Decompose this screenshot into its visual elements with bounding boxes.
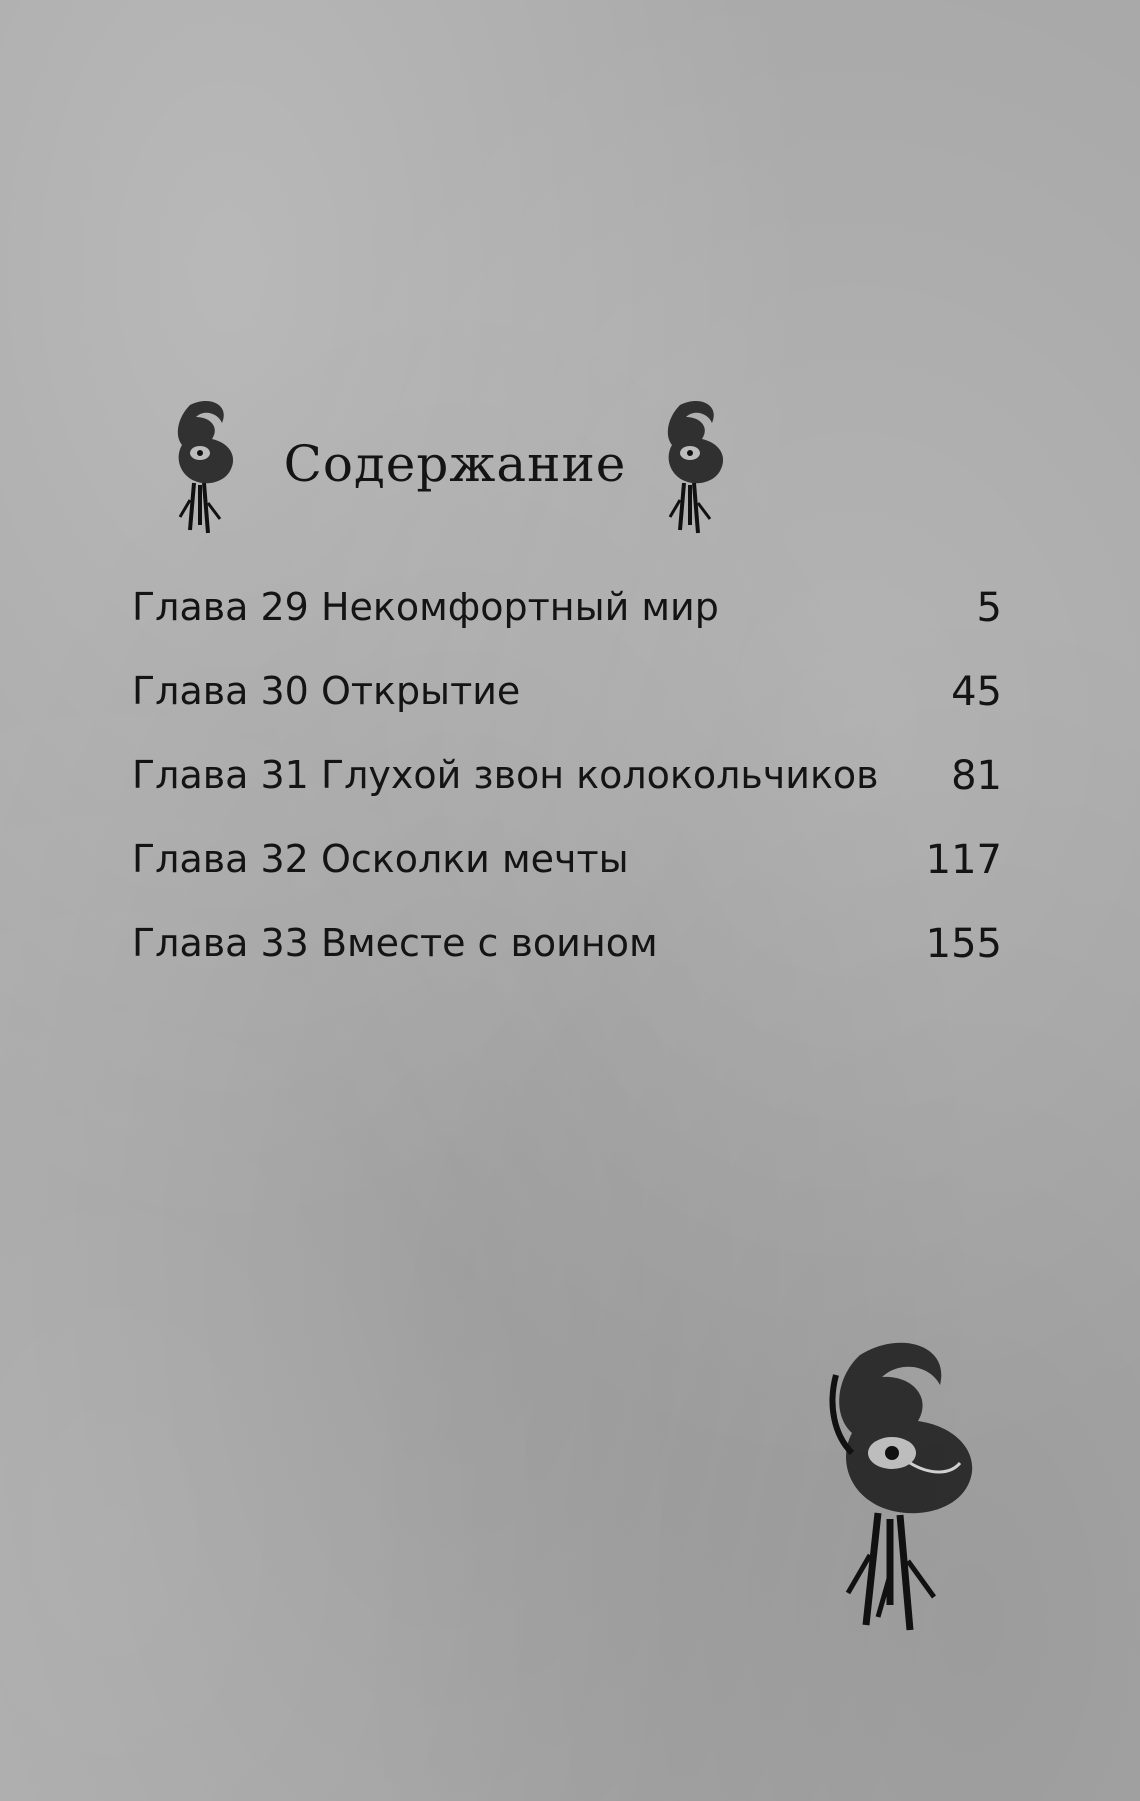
bird-ornament-icon <box>160 395 245 535</box>
chapter-title: Глава 32 Осколки мечты <box>132 837 629 881</box>
page-title: Содержание <box>283 435 627 493</box>
page-number: 155 <box>925 921 1002 967</box>
chapter-title: Глава 30 Открытие <box>132 669 521 713</box>
bird-ornament-icon <box>800 1335 1000 1635</box>
page-number: 81 <box>951 753 1002 799</box>
toc-row[interactable] <box>132 921 1002 1005</box>
bird-ornament-icon <box>650 395 735 535</box>
toc-row[interactable] <box>132 753 1002 837</box>
toc-row[interactable] <box>132 585 1002 669</box>
page-number: 45 <box>951 669 1002 715</box>
page-number: 5 <box>976 585 1002 631</box>
toc-row[interactable] <box>132 669 1002 753</box>
toc-row[interactable] <box>132 837 1002 921</box>
chapter-title: Глава 31 Глухой звон колокольчиков <box>132 753 879 797</box>
chapter-title: Глава 29 Некомфортный мир <box>132 585 719 629</box>
page-number: 117 <box>925 837 1002 883</box>
table-of-contents <box>132 585 1002 1005</box>
chapter-title: Глава 33 Вместе с воином <box>132 921 658 965</box>
contents-heading <box>160 395 740 545</box>
